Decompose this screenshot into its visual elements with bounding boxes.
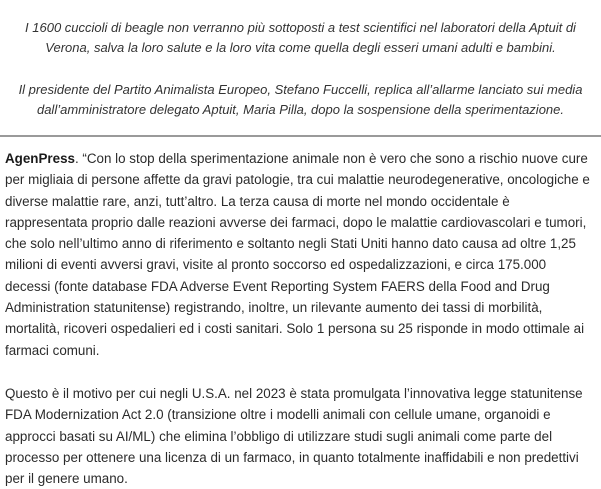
article-body xyxy=(0,137,601,489)
body-paragraph-2: Questo è il motivo per cui negli U.S.A. nel 2023 è stata promulgata l’innovativa legge statunitense FDA Modernization Act 2.0 (transizione oltre i modelli animali con cellule umane, organoidi e approcci basati su AI/ML) che elimina l’obbligo di utilizzare studi sugli animali come parte del processo per ottenere una licenza di un farmaco, in quanto totalmente inaffidabili e non predettivi per il genere umano. xyxy=(5,385,583,487)
source-label: AgenPress xyxy=(5,151,75,166)
intro-paragraph-2: Il presidente del Partito Animalista Europeo, Stefano Fuccelli, replica all’allarme lanciato sui media dall’amministratore delegato Aptuit, Maria Pilla, dopo la sospensione della sperimentazione. xyxy=(18,82,583,117)
article-intro xyxy=(0,0,601,120)
intro-paragraph-1: I 1600 cuccioli di beagle non verranno più sottoposti a test scientifici nel laboratori della Aptuit di Verona, salva la loro salute e la loro vita come quella degli esseri umani adulti e bambini. xyxy=(25,20,576,55)
body-paragraph-1 xyxy=(5,148,595,361)
body-paragraph-1-text: . “Con lo stop della sperimentazione animale non è vero che sono a rischio nuove cure per migliaia di persone affette da gravi patologie, tra cui malattie neurodegenerative, oncologiche e diverse malattie rare, anzi, tutt’altro. La terza causa di morte nel mondo occidentale è rappresentata proprio dalle reazioni avverse dei farmaci, dopo le malattie cardiovascolari e tumori, che solo nell’ultimo anno di riferimento e soltanto negli Stati Uniti hanno dato causa ad oltre 1,25 milioni di eventi avversi gravi, visite al pronto soccorso ed ospedalizzazioni, e circa 175.000 decessi (fonte database FDA Adverse Event Reporting System FAERS della Food and Drug Administration statunitense) registrando, inoltre, un rilevante aumento dei tassi di morbilità, mortalità, ricoveri ospedalieri ed i costi sanitari. Solo 1 persona su 25 risponde in modo ottimale ai farmaci comuni. xyxy=(5,151,590,358)
